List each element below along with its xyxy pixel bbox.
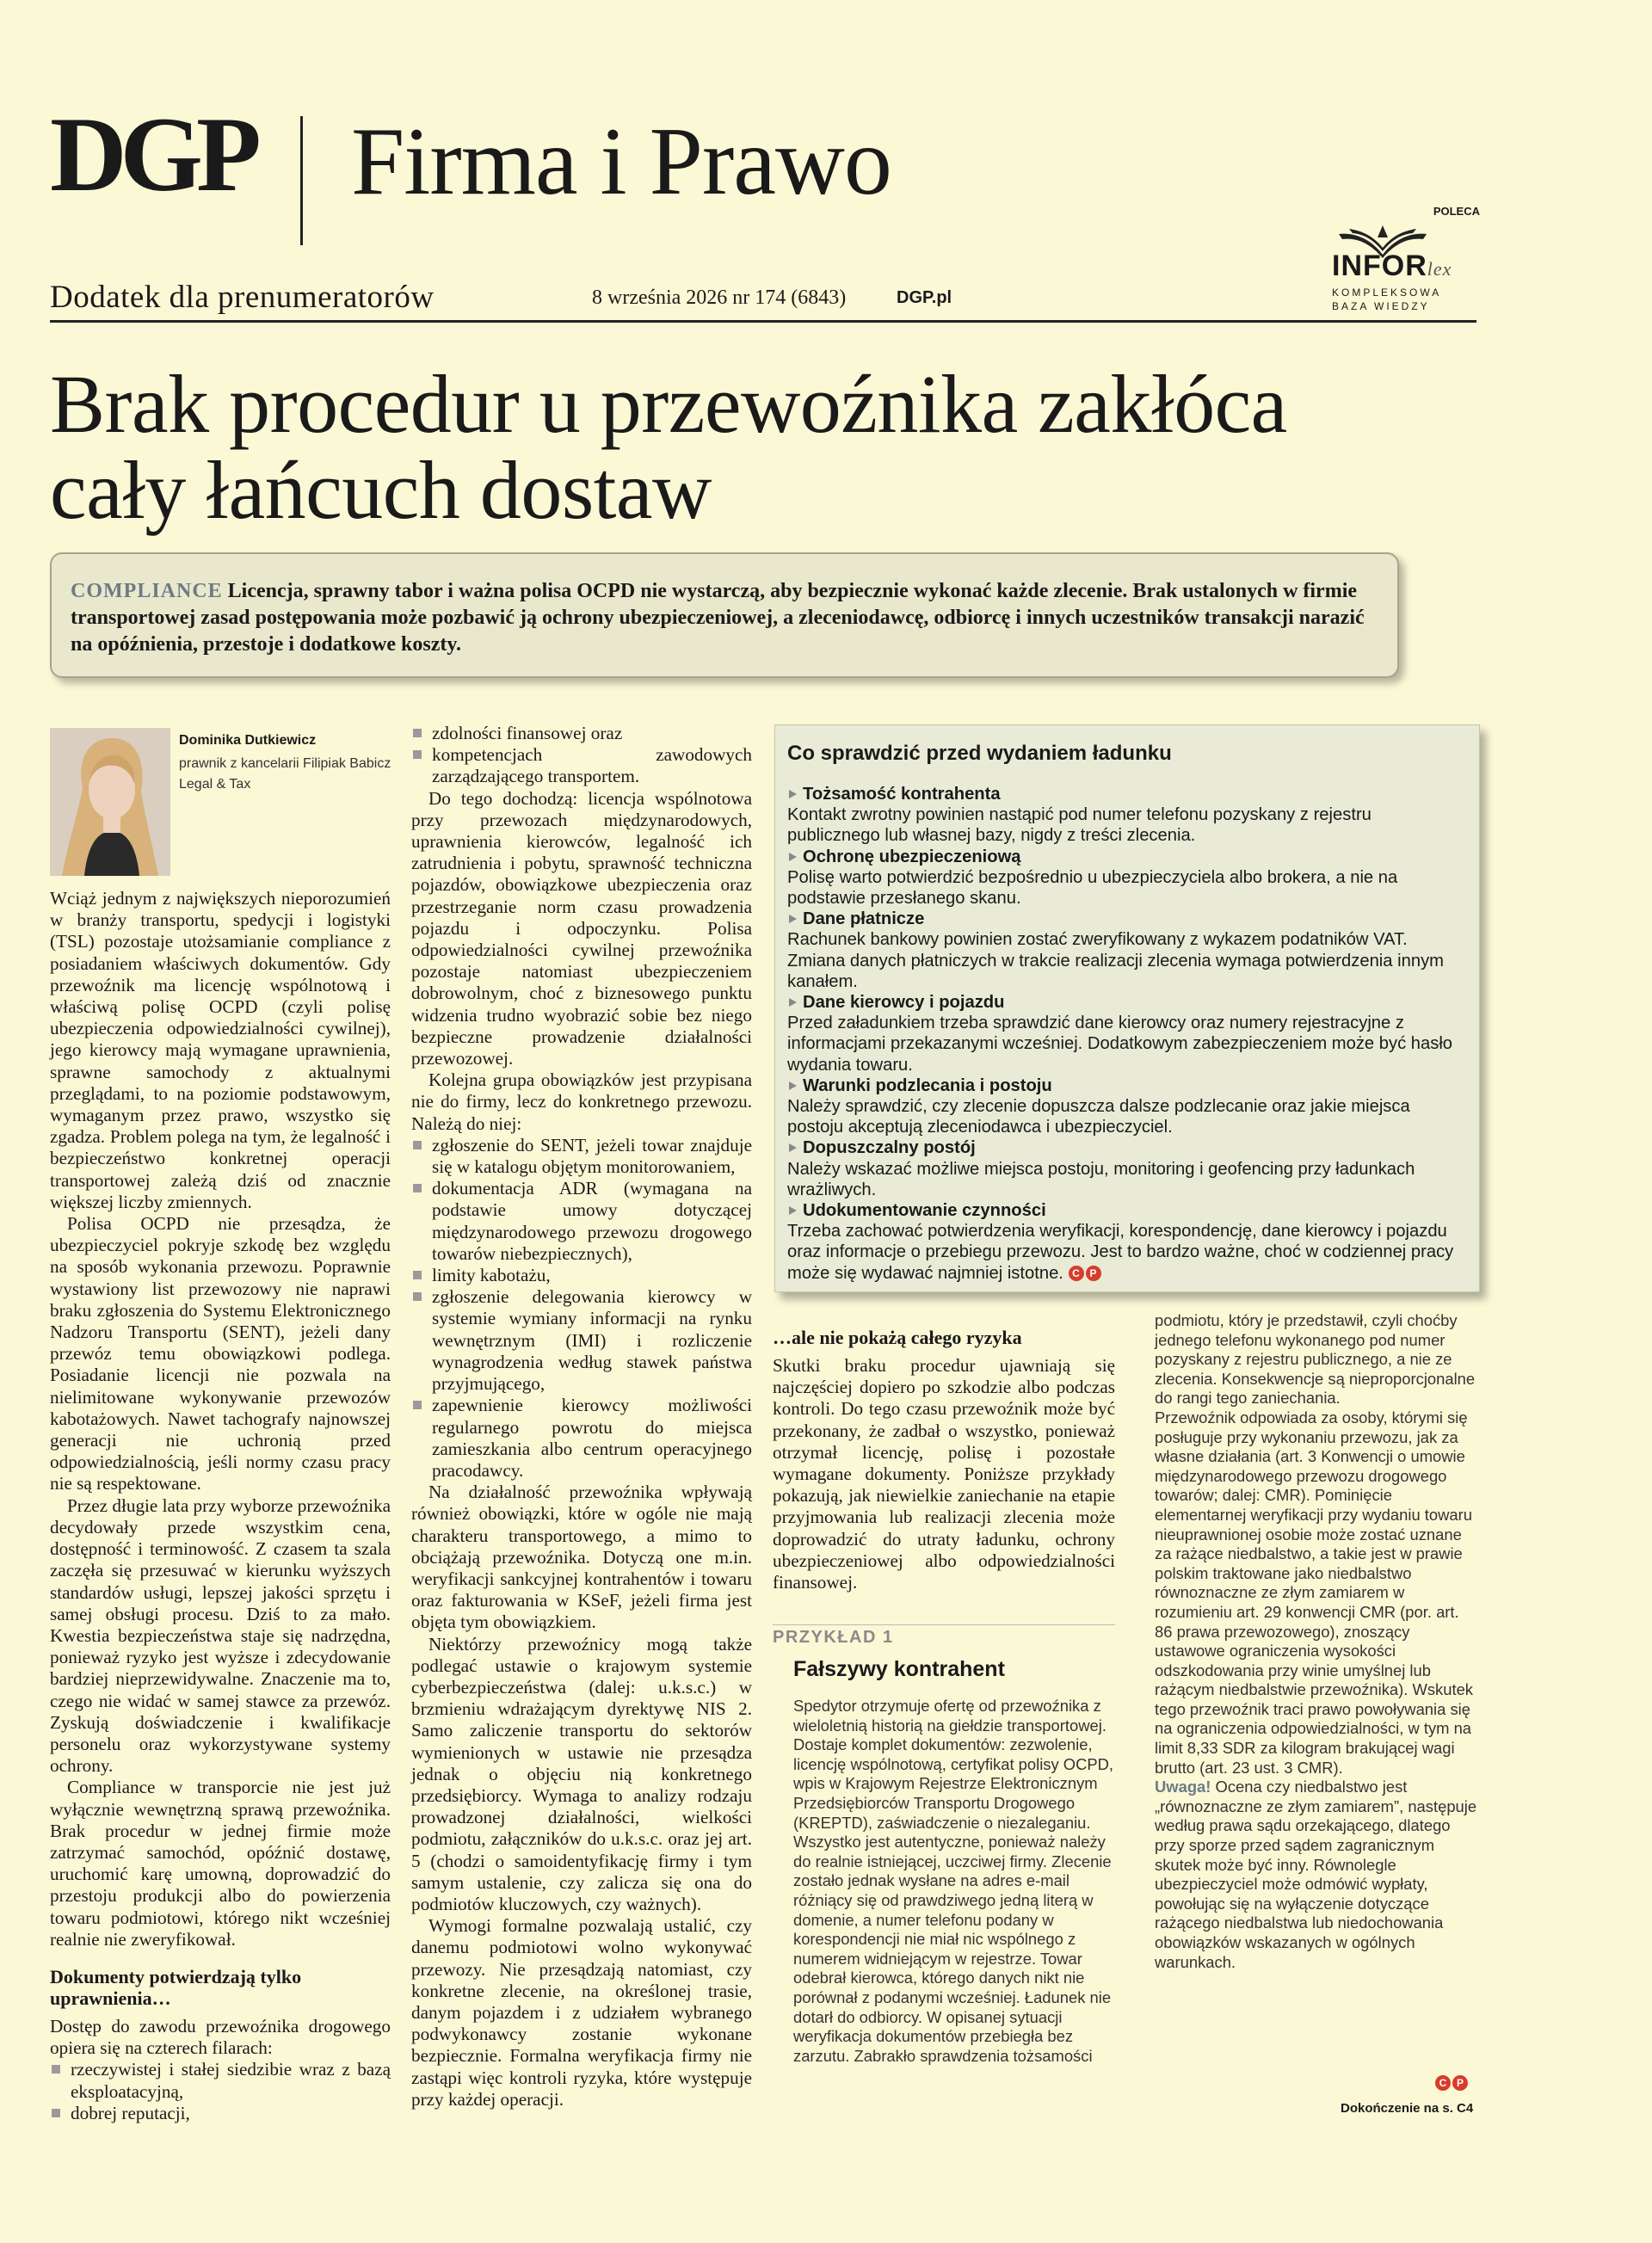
paragraph: Dostęp do zawodu przewoźnika drogowego opiera się na czterech filarach:	[50, 2015, 391, 2059]
section-title: Firma i Prawo	[351, 108, 891, 215]
checklist-item: Warunki podzlecania i postoju Należy sprawdzić, czy zlecenie dopuszcza dalsze podzlecanie oraz jakie miejsca postoju akceptują zleceniodawca i ubezpieczyciel.	[787, 1075, 1465, 1138]
author-photo	[50, 728, 170, 876]
list-item: dobrej reputacji,	[50, 2103, 391, 2124]
main-headline: Brak procedur u przewoźnika zakłóca cały łańcuch dostaw	[50, 358, 1287, 536]
lead-text: Licencja, sprawny tabor i ważna polisa OCPD nie wystarczą, aby bezpiecznie wykonać każde zlecenie. Brak ustalonych w firmie transportowej zasad postępowania może pozbawić ją ochrony ubezpieczeniowej, a zleceniodawcę, odbiorcę i innych uczestników transakcji narazić na opóźnienia, przestoje i dodatkowe koszty.	[71, 580, 1365, 656]
masthead-rule	[50, 320, 1476, 323]
paragraph: Wciąż jednym z największych nieporozumień w branży transportu, spedycji i logistyki (TSL) pozostaje utożsamianie compliance z posiadaniem właściwych dokumentów. Gdy przewoźnik ma licencję wspólnotową i właściwą polisę OCPD (czyli polisę ubezpieczenia odpowiedzialności cywilnej), jego kierowcy mają wymagane uprawnienia, sprawne samochody z aktualnymi przeglądami, to na poziomie podstawowym, wymaganym przez prawo, wszystko się zgadza. Problem polega na tym, że legalność i bezpieczeństwo konkretnej operacji transportowej zależą dziś od znacznie większej liczby zmiennych.	[50, 888, 391, 1212]
continuation-note: Dokończenie na s. C4	[1341, 2101, 1474, 2116]
checklist-item: Dane kierowcy i pojazdu Przed załadunkiem trzeba sprawdzić dane kierowcy oraz numery rejestracyjne z informacjami przekazanymi wcześniej. Dodatkowym zabezpieczeniem może być hasło wydania towaru.	[787, 992, 1465, 1075]
list-item: zdolności finansowej oraz	[411, 723, 752, 744]
paragraph: Compliance w transporcie nie jest już wyłącznie wewnętrzną sprawą przewoźnika. Brak procedur w jednej firmie może zatrzymać samochód, opóźnić dostawę, uruchomić karę umowną, doprowadzić do przestoju produkcji albo do powierzenia towaru podmiotowi, którego nikt wcześniej realnie nie zweryfikował.	[50, 1777, 391, 1950]
partner-logo	[1332, 205, 1480, 317]
brand-logo: DGP	[50, 96, 255, 213]
subheading: …ale nie pokażą całego ryzyka	[773, 1327, 1022, 1348]
list-item: dokumentacja ADR (wymagana na podstawie umowy dotyczącej międzynarodowego przewozu drogowego towarów niebezpiecznych),	[411, 1178, 752, 1265]
warning-label: Uwaga!	[1155, 1778, 1211, 1796]
paragraph: Przez długie lata przy wyborze przewoźnika decydowały przede wszystkim cena, dostępność i terminowość. Z czasem ta szala zaczęła się przesuwać w kierunku wyższych standardów usługi, lepszej jakości sprzętu i samej obsługi procesu. Dziś to za mało. Kwestia bezpieczeństwa staje się nadrzędna, ponieważ ryzyko jest wyższe i zdecydowanie bardziej nieprzewidywalne. Znaczenie ma to, czego nie widać w samej stawce za przewóz. Zyskują doświadczenie i kwalifikacje personelu oraz wykorzystywane systemy ochrony.	[50, 1494, 391, 1777]
paragraph: Do tego dochodzą: licencja wspólnotowa przy przewozach międzynarodowych, uprawnienia kierowców, legalność ich zatrudnienia i pobytu, sprawność techniczna pojazdów, obowiązkowe ubezpieczenia oraz przestrzeganie norm czasu prowadzenia pojazdu i odpoczynku. Polisa odpowiedzialności cywilnej przewoźnika pozostaje natomiast ubezpieczeniem dobrowolnym, choć z biznesowego punktu widzenia trudno wyobrazić sobie bez niego bezpieczne prowadzenie działalności przewozowej.	[411, 787, 752, 1069]
lead-kicker: COMPLIANCE	[71, 580, 223, 602]
example-label: PRZYKŁAD 1	[773, 1628, 894, 1647]
paragraph: Kolejna grupa obowiązków jest przypisana nie do firmy, lecz do konkretnego przewozu. Należą do niej:	[411, 1069, 752, 1134]
partner-tagline: KOMPLEKSOWA BAZA WIEDZY	[1332, 287, 1442, 312]
checklist-item: Tożsamość kontrahenta Kontakt zwrotny powinien nastąpić pod numer telefonu pozyskany z rejestru publicznego lub własnej bazy, nigdy z treści zlecenia.	[787, 784, 1465, 847]
issue-date: 8 września 2026 nr 174 (6843)	[592, 287, 847, 309]
author-role: prawnik z kancelarii Filipiak Babicz Legal & Tax	[179, 756, 391, 792]
supplement-subtitle: Dodatek dla prenumeratorów	[50, 280, 435, 315]
list-item: zgłoszenie delegowania kierowcy w systemie wymiany informacji na rynku wewnętrznym (IMI) i rozliczenie wynagrodzenia według stawek państwa przyjmującego,	[411, 1286, 752, 1395]
end-signature-icon: C P	[1435, 2075, 1468, 2091]
bullet-list	[411, 723, 752, 788]
bullet-list	[411, 1135, 752, 1482]
partner-name: INFORlex	[1332, 250, 1452, 282]
paragraph: Niektórzy przewoźnicy mogą także podlegać ustawie o krajowym systemie cyberbezpieczeństwa (dalej: u.k.s.c.) w brzmieniu wdrażającym dyrektywę NIS 2. Samo zaliczenie transportu do sektorów wymienionych w ustawie nie przesądza jednak o objęciu nią konkretnego przedsiębiorcy. Wymaga to analizy rodzaju prowadzonej działalności, wielkości podmiotu, załączników do u.k.s.c. oraz jej art. 5 (chodzi o samoidentyfikację firmy i tym samym ustalenie, czy zalicza się ona do podmiotów kluczowych, czy ważnych).	[411, 1633, 752, 1914]
list-item: zgłoszenie do SENT, jeżeli towar znajduje się w katalogu objętym monitorowaniem,	[411, 1135, 752, 1178]
signature-icon: C P	[1069, 1266, 1101, 1281]
example-title: Fałszywy kontrahent	[793, 1657, 1005, 1681]
article-column-1	[50, 888, 391, 2124]
checklist-box	[774, 724, 1480, 1292]
example-rule	[773, 1624, 1115, 1625]
subheading: Dokumenty potwierdzają tylko uprawnienia…	[50, 1965, 302, 2009]
article-column-3	[773, 1327, 1115, 1593]
paragraph: Polisa OCPD nie przesądza, że ubezpieczyciel pokryje szkodę bez względu na sposób wykonania przewozu. Poprawnie wystawiony list przewozowy nie naprawi braku zgłoszenia do Systemu Elektronicznego Nadzoru Transportu (SENT), jeżeli dany przewóz temu obowiązkowi podlega. Posiadanie licencji nie pozwala na nielimitowane wykonywanie przewozów kabotażowych. Nawet tachografy najnowszej generacji nie uchronią przed odpowiedzialnością, jeśli normy czasu pracy nie są respektowane.	[50, 1213, 391, 1494]
bullet-list	[50, 2059, 391, 2124]
paragraph: Wymogi formalne pozwalają ustalić, czy danemu podmiotowi wolno wykonywać przewozy. Nie przesądzają natomiast, czy konkretne zlecenie, na określonej trasie, danym pojazdem i z udziałem wybranego podwykonawcy zostanie wykonane bezpiecznie. Formalna weryfikacja firmy nie zastąpi więc kontroli ryzyka, które występuje przy każdej operacji.	[411, 1915, 752, 2110]
list-item: rzeczywistej i stałej siedzibie wraz z bazą eksploatacyjną,	[50, 2059, 391, 2102]
example-text-a: Spedytor otrzymuje ofertę od przewoźnika z wieloletnią historią na giełdzie transportowej. Dostaje komplet dokumentów: zezwolenie, licencję wspólnotową, certyfikat polisy OCPD, wpis w Krajowym Rejestrze Elektronicznym Przedsiębiorców Transportu Drogowego (KREPTD), zaświadczenie o niezaleganiu. Wszystko jest autentyczne, ponieważ należy do realnie istniejącej, uczciwej firmy. Zlecenie zostało jednak wysłane na adres e-mail różniący się od prawdziwego jedną literą w domenie, a numer telefonu podany w korespondencji nie miał nic wspólnego z numerem widniejącym w rejestrze. Towar odebrał kierowca, którego danych nikt nie porównał z podanymi wcześniej. Ładunek nie dotarł do odbiorcy. W opisanej sytuacji weryfikacja dokumentów przebiegła bez zarzutu. Zabrakło sprawdzenia tożsamości	[793, 1697, 1114, 2065]
list-item: kompetencjach zawodowych zarządzającego transportem.	[411, 744, 752, 787]
partner-suffix: lex	[1427, 258, 1452, 280]
author-name: Dominika Dutkiewicz	[179, 733, 317, 748]
checklist-item: Udokumentowanie czynności Trzeba zachować potwierdzenia weryfikacji, korespondencję, dane kierowcy i pojazdu oraz informacje o przebiegu przewozu. Jest to bardzo ważne, choć w codziennej pracy może się wydawać najmniej istotne. C P	[787, 1200, 1465, 1284]
lead-box	[50, 552, 1399, 678]
masthead-divider	[300, 116, 303, 245]
list-item: zapewnienie kierowcy możliwości regularnego powrotu do miejsca zamieszkania albo centrum operacyjnego pracodawcy.	[411, 1395, 752, 1482]
partner-recommends: POLECA	[1433, 205, 1480, 218]
paragraph: Skutki braku procedur ujawniają się najczęściej dopiero po szkodzie albo podczas kontroli. Do tego czasu przewoźnik może być przekonany, że zadbał o wszystko, ponieważ otrzymał licencję, polisę i pozostałe wymagane dokumenty. Poniższe przykłady pokazują, jak niewielkie zaniechanie na etapie przyjmowania lub realizacji zlecenia może doprowadzić do utraty ładunku, ochrony ubezpieczeniowej albo odpowiedzialności finansowej.	[773, 1355, 1115, 1593]
article-column-2	[411, 723, 752, 2111]
list-item: limity kabotażu,	[411, 1265, 752, 1286]
checklist-item: Ochronę ubezpieczeniową Polisę warto potwierdzić bezpośrednio u ubezpieczyciela albo brokera, a nie na podstawie przesłanego skanu.	[787, 847, 1465, 909]
example-text-b: podmiotu, który je przedstawił, czyli choćby jednego telefonu wykonanego pod numer pozyskany z rejestru publicznego, a nie ze zlecenia. Konsekwencje są nieproporcjonalne do rangi tego zaniechania. Przewoźnik odpowiada za osoby, którymi się posługuje przy wykonaniu przewozu, jak za własne działania (art. 3 Konwencji o umowie międzynarodowego przewozu drogowego towarów; dalej: CMR). Pominięcie elementarnej weryfikacji przy wydaniu towaru nieuprawnionej osobie może zostać uznane za rażące niedbalstwo, a takie jest w prawie polskim traktowane jako niedbalstwo równoznaczne ze złym zamiarem w rozumieniu art. 29 konwencji CMR (por. art. 86 prawa przewozowego), znoszący ustawowe ograniczenia wysokości odszkodowania przy winie umyślnej lub rażącym niedbalstwie przewoźnika). Wskutek tego przewoźnik traci prawo powoływania się na ograniczenia odpowiedzialności, w tym na limit 8,33 SDR za kilogram brakującej wagi brutto (art. 23 ust. 3 CMR). Uwaga! Ocena czy niedbalstwo jest „równoznaczne ze złym zamiarem”, następuje według prawa sądu orzekającego, dlatego przy sporze przed sądem zagranicznym skutek może być inny. Równolegle ubezpieczyciel może odmówić wypłaty, powołując się na wyłączenie dotyczące rażącego niedbalstwa lub niedochowania obowiązków wskazanych w ogólnych warunkach.	[1155, 1311, 1477, 1971]
box-title: Co sprawdzić przed wydaniem ładunku	[787, 742, 1172, 765]
paragraph: Na działalność przewoźnika wpływają również obowiązki, które w ogóle nie mają charakteru transportowego, a mimo to obciążają przewoźnika. Dotyczą one m.in. weryfikacji sankcyjnej kontrahentów i towaru oraz fakturowania w KSeF, jeżeli firma jest objęta tym obowiązkiem.	[411, 1482, 752, 1633]
checklist-item: Dane płatnicze Rachunek bankowy powinien zostać zweryfikowany z wykazem podatników VAT. Zmiana danych płatniczych w trakcie realizacji zlecenia wymaga potwierdzenia innym kanałem.	[787, 909, 1465, 992]
site-link[interactable]: DGP.pl	[897, 288, 952, 307]
checklist-item: Dopuszczalny postój Należy wskazać możliwe miejsca postoju, monitoring i geofencing przy ładunkach wrażliwych.	[787, 1137, 1465, 1200]
